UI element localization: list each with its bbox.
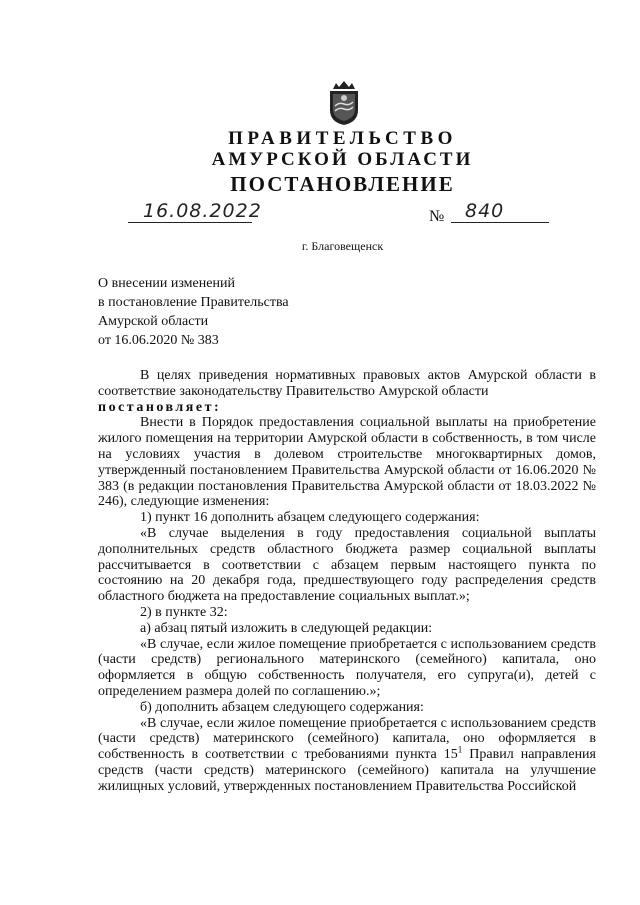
body-text: «В случае, если жилое помещение приобретается с использованием средств (части средств) материнского (семейного) капитала, оно оформляется в собственность в соответствии с требованиями пункта 15	[98, 715, 596, 763]
preamble-paragraph: В целях приведения нормативных правовых актов Амурской области в соответствие законодательству Правительство Амурской области	[98, 368, 596, 399]
date-underline	[128, 222, 252, 223]
body-paragraph	[98, 716, 596, 795]
body-text: Правил направления средств (части средств) материнского (семейного) капитала на улучшение жилищных условий, утвержденных постановлением Правительства Российской	[98, 747, 596, 794]
body-paragraph: Внести в Порядок предоставления социальной выплаты на приобретение жилого помещения на территории Амурской области в собственность, в том числе на условиях участия в долевом строительстве многоквартирных домов, утвержденный постановлением Правительства Амурской области от 16.06.2020 № 383 (в редакции постановления Правительства Амурской области от 18.03.2022 № 246), следующие изменения:	[98, 415, 596, 510]
document-subject	[98, 274, 289, 350]
government-title: ПРАВИТЕЛЬСТВО	[228, 128, 457, 149]
body-paragraph: а) абзац пятый изложить в следующей редакции:	[140, 620, 433, 636]
body-paragraph: б) дополнить абзацем следующего содержания:	[140, 699, 424, 715]
subject-line: О внесении изменений	[98, 276, 235, 291]
number-underline	[451, 222, 549, 223]
document-number: 840	[465, 200, 505, 222]
body-paragraph: «В случае выделения в году предоставления социальной выплаты дополнительных средств областного бюджета размер социальной выплаты рассчитывается в соответствии с абзацем первым настоящего пункта по состоянию на 20 декабря года, предшествующего году распределения средств областного бюджета на предоставление социальных выплат.»;	[98, 525, 596, 605]
subject-line: от 16.06.2020 № 383	[98, 333, 219, 348]
subject-line: Амурской области	[98, 314, 209, 329]
document-type-title: ПОСТАНОВЛЕНИЕ	[230, 172, 455, 196]
resolves-line: постановляет:	[98, 399, 222, 415]
city-name: г. Благовещенск	[301, 239, 384, 253]
subject-line: в постановление Правительства	[98, 295, 289, 310]
body-paragraph: 2) в пункте 32:	[140, 604, 228, 620]
document-body	[98, 368, 596, 795]
body-paragraph: «В случае, если жилое помещение приобретается с использованием средств (части средств) регионального материнского (семейного) капитала, оно оформляется в общую собственность получателя, его супруга(и), детей с определением размера долей по соглашению.»;	[98, 636, 596, 699]
coat-of-arms-emblem	[326, 80, 362, 126]
number-label: №	[429, 208, 445, 225]
body-paragraph: 1) пункт 16 дополнить абзацем следующего содержания:	[140, 510, 480, 526]
region-title: АМУРСКОЙ ОБЛАСТИ	[211, 149, 474, 170]
document-date: 16.08.2022	[143, 200, 262, 222]
superscript: 1	[457, 744, 463, 755]
